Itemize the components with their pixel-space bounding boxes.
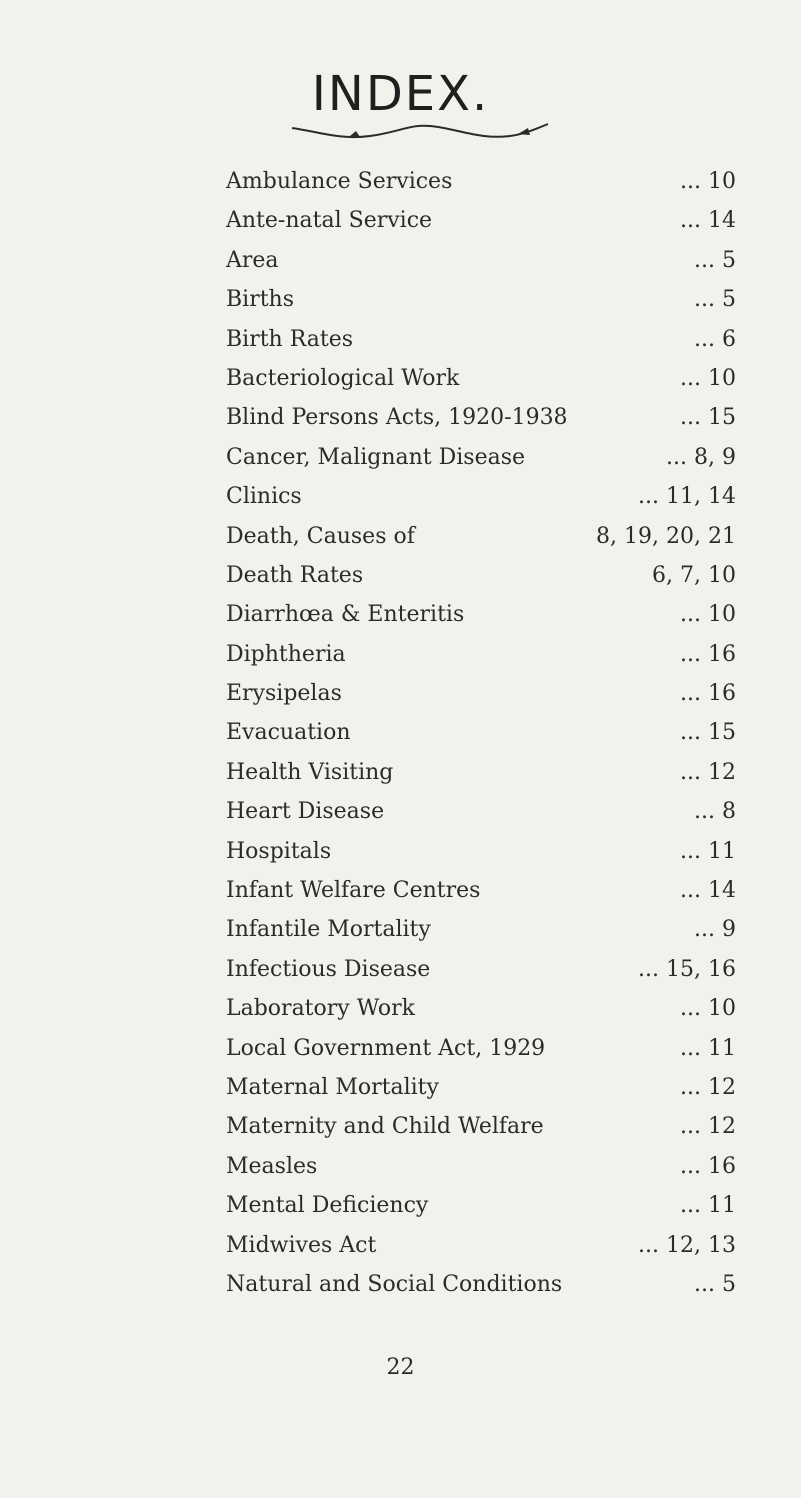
entry-label: Blind Persons Acts, 1920-1938 [226,405,568,431]
entry-label: Local Government Act, 1929 [226,1035,546,1061]
entry-pages: ... 12 [680,1114,736,1140]
entry-pages: ... 15 [680,405,736,431]
entry-label: Infantile Mortality [226,917,431,943]
entry-pages: ... 8 [694,799,736,825]
entry-label: Infectious Disease [226,956,431,982]
entry-pages: ... 11, 14 [638,484,736,510]
entry-label: Natural and Social Conditions [226,1271,563,1297]
entry-pages: ... 10 [680,169,736,194]
entry-pages: ... 6 [694,326,736,352]
entry-label: Measles [226,1153,318,1179]
entry-pages: ... 12, 13 [638,1232,736,1258]
entry-label: Diarrhœa & Enteritis [226,602,465,628]
index-entry [226,241,746,280]
entry-pages: ... 16 [680,681,736,707]
index-entry [226,477,746,516]
entry-pages: ... 5 [694,1271,736,1297]
index-entry [226,910,746,949]
entry-pages: ... 8, 9 [666,444,736,470]
index-entry [226,635,746,674]
entry-pages: ... 15 [680,720,736,746]
index-entry [226,753,746,792]
index-entry [226,1265,746,1304]
entry-pages: ... 16 [680,1153,736,1179]
entry-label: Heart Disease [226,799,385,825]
index-entry [226,989,746,1028]
entry-label: Maternal Mortality [226,1074,439,1100]
entry-label: Births [226,287,295,313]
entry-label: Cancer, Malignant Disease [226,444,526,470]
page-title: INDEX. [311,66,490,122]
index-entry [226,1068,746,1107]
entry-pages: ... 5 [694,247,736,273]
entry-label: Diphtheria [226,641,346,667]
index-entry [226,517,746,556]
entry-pages: ... 12 [680,1074,736,1100]
entry-pages: ... 10 [680,365,736,391]
entry-label: Hospitals [226,838,332,864]
entry-pages: ... 5 [694,287,736,313]
index-entry [226,280,746,319]
entry-pages: ... 11 [680,1193,736,1219]
entry-label: Death Rates [226,562,364,588]
flourish-ornament-icon [290,122,550,144]
index-entry [226,320,746,359]
entry-label: Mental Deficiency [226,1193,429,1219]
entry-label: Ambulance Services [226,169,453,194]
index-entry [226,1226,746,1265]
index-entry [226,359,746,398]
index-entry [226,1186,746,1225]
entry-label: Health Visiting [226,759,394,785]
entry-pages: ... 14 [680,878,736,904]
entry-pages: 6, 7, 10 [652,562,736,588]
entry-label: Midwives Act [226,1232,377,1258]
index-entry [226,832,746,871]
index-entry [226,595,746,634]
entry-pages: ... 9 [694,917,736,943]
index-entry [226,201,746,240]
index-entry [226,398,746,437]
entry-pages: ... 14 [680,208,736,234]
index-entry [226,871,746,910]
entry-label: Area [226,247,279,273]
entry-pages: ... 16 [680,641,736,667]
index-entry [226,438,746,477]
entry-pages: ... 11 [680,838,736,864]
entry-label: Clinics [226,484,302,510]
index-entry [226,674,746,713]
index-entry [226,950,746,989]
index-entries [226,162,746,1304]
index-entry [226,162,746,201]
entry-label: Evacuation [226,720,351,746]
index-entry [226,792,746,831]
entry-pages: ... 15, 16 [638,956,736,982]
index-entry [226,556,746,595]
entry-label: Birth Rates [226,326,354,352]
entry-label: Death, Causes of [226,523,415,549]
entry-label: Laboratory Work [226,996,415,1022]
index-entry [226,1147,746,1186]
entry-pages: ... 10 [680,996,736,1022]
entry-label: Maternity and Child Welfare [226,1114,544,1140]
entry-pages: 8, 19, 20, 21 [596,523,736,549]
entry-pages: ... 12 [680,759,736,785]
entry-label: Infant Welfare Centres [226,878,481,904]
entry-label: Ante-natal Service [226,208,433,234]
entry-label: Bacteriological Work [226,365,460,391]
index-entry [226,1029,746,1068]
page-number: 22 [386,1355,415,1380]
entry-pages: ... 10 [680,602,736,628]
entry-pages: ... 11 [680,1035,736,1061]
index-entry [226,1107,746,1146]
entry-label: Erysipelas [226,681,342,707]
index-entry [226,713,746,752]
